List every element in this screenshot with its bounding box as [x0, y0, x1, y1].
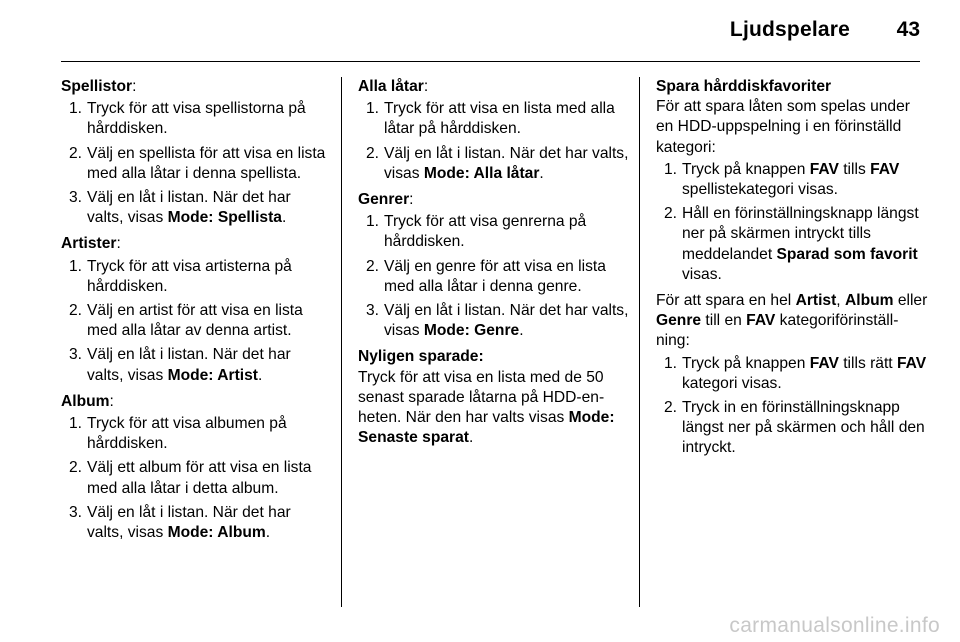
- list-item: 1. Tryck för att visa artisterna på hårddisken.: [69, 257, 292, 295]
- section-artister: Artister: 1. Tryck för att visa artisterna på hårddisken. 2. Välj en artist för att visa en lista med alla låtar av denna artist. 3. Välj en låt i listan. När det har valts, visas Mode: Artist.: [61, 234, 331, 385]
- list-item: 1. Tryck för att visa en lista med alla låtar på hårddisken.: [366, 100, 615, 138]
- steps-list: [358, 99, 630, 184]
- section-nyligen-sparade: [358, 347, 630, 448]
- page-title: Ljudspelare: [729, 18, 850, 41]
- list-item: 2. Välj ett album för att visa en lista med alla låtar i detta album.: [69, 459, 312, 497]
- list-item: 2. Välj en artist för att visa en lista med alla låtar av denna artist.: [69, 302, 303, 340]
- section-heading: Alla låtar: [358, 78, 424, 95]
- section-heading: Nyligen sparade:: [358, 348, 484, 366]
- section-alla-latar: Alla låtar: 1. Tryck för att visa en lista med alla låtar på hårddisken. 2. Välj en låt i listan. När det har valts, visas Mode: Alla låtar.: [358, 77, 630, 184]
- column-divider-2: [639, 77, 640, 607]
- steps-list: [61, 414, 331, 543]
- section-album: Album: 1. Tryck för att visa albumen på hårddisken. 2. Välj ett album för att visa en lista med alla låtar i detta album. 3. Välj en låt i listan. När det har valts, visas Mode: Album.: [61, 392, 331, 543]
- steps-list: [656, 354, 928, 459]
- header-rule: [61, 61, 920, 62]
- section-heading: Genrer: [358, 191, 410, 209]
- paragraph: Tryck för att visa en lista med de 50 senast sparade låtarna på HDD-en-heten. När den har valts visas Mode: Senaste sparat.: [358, 368, 615, 447]
- steps-list: [61, 257, 331, 386]
- list-item: 2. Välj en genre för att visa en lista med alla låtar i denna genre.: [366, 257, 606, 295]
- list-item: 2. Tryck in en förinställningsknapp längst ner på skärmen och håll den intryckt.: [664, 399, 925, 457]
- list-item: 1. Tryck för att visa albumen på hårddisken.: [69, 415, 287, 453]
- list-item: 1. Tryck på knappen FAV tills FAV spellistekategori visas.: [664, 160, 900, 199]
- list-item: 2. Välj en låt i listan. När det har valts, visas Mode: Alla låtar.: [366, 144, 629, 182]
- list-item: 1. Tryck för att visa genrerna på hårddisken.: [366, 213, 587, 251]
- list-item: 3. Välj en låt i listan. När det har valts, visas Mode: Spellista.: [69, 189, 291, 227]
- section-spara-favoriter: [656, 77, 928, 285]
- page-header: [0, 0, 960, 60]
- column-2: [358, 77, 630, 454]
- section-heading: Spara hårddiskfavoriter: [656, 78, 832, 95]
- section-genrer: Genrer: 1. Tryck för att visa genrerna på hårddisken. 2. Välj en genre för att visa en lista med alla låtar i denna genre. 3. Välj en låt i listan. När det har valts, visas Mode: Genre.: [358, 190, 630, 341]
- section-spellistor: Spellistor: 1. Tryck för att visa spellistorna på hårddisken. 2. Välj en spellista för att visa en lista med alla låtar i denna spellista. 3. Välj en låt i listan. När det har valts, visas Mode: Spellista.: [61, 77, 331, 228]
- column-divider-1: [341, 77, 342, 607]
- page-number: 43: [896, 18, 920, 41]
- section-heading: Album: [61, 392, 110, 410]
- column-1: [61, 77, 331, 549]
- paragraph: För att spara en hel Artist, Album eller Genre till en FAV kategoriförinställ-ning:: [656, 292, 928, 350]
- section-spara-kategori: [656, 291, 928, 459]
- steps-list: [656, 160, 928, 285]
- list-item: 2. Håll en förinställningsknapp längst ner på skärmen intryckt tills meddelandet Sparad som favorit visas.: [664, 205, 919, 283]
- steps-list: [358, 212, 630, 341]
- section-heading: Artister: [61, 235, 117, 253]
- column-3: [656, 77, 928, 465]
- paragraph: För att spara låten som spelas under en HDD-uppspelning i en förinställd kategori:: [656, 98, 910, 156]
- list-item: 1. Tryck på knappen FAV tills rätt FAV kategori visas.: [664, 354, 927, 392]
- section-heading: Spellistor: [61, 78, 133, 95]
- steps-list: [61, 99, 331, 228]
- list-item: 2. Välj en spellista för att visa en lista med alla låtar i denna spellista.: [69, 144, 326, 182]
- list-item: 3. Välj en låt i listan. När det har valts, visas Mode: Album.: [69, 503, 291, 542]
- list-item: 3. Välj en låt i listan. När det har valts, visas Mode: Artist.: [69, 346, 291, 384]
- list-item: 1. Tryck för att visa spellistorna på hårddisken.: [69, 100, 306, 138]
- list-item: 3. Välj en låt i listan. När det har valts, visas Mode: Genre.: [366, 302, 629, 340]
- watermark-text: carmanualsonline.info: [729, 614, 940, 637]
